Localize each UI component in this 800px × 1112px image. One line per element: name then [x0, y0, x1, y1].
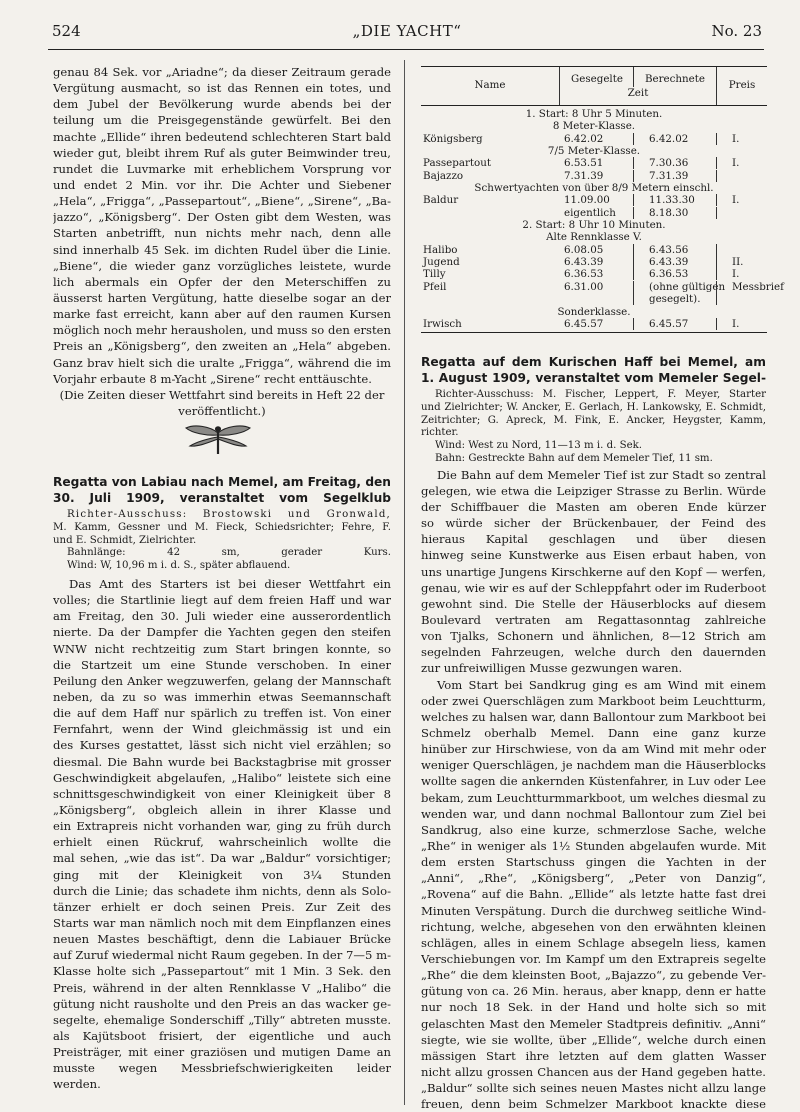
text-line: Fernfahrt, wenn der Wind gleichmässig ist und ein [53, 722, 391, 737]
calculated-time: 6.36.53 [649, 268, 689, 281]
text-line: möglich noch mehr herausholen, und muss so den ersten [53, 323, 391, 338]
text-line: uns unartige Jungens Kirschkerne auf den Kopf — werfen, [421, 564, 766, 579]
boat-name: Baldur [423, 194, 459, 207]
section-label: Schwertyachten von über 8/9 Metern einschl. [474, 182, 714, 195]
header-rule [48, 49, 764, 50]
calculated-time: 7.30.36 [649, 157, 689, 170]
text-line: schnittsgeschwindigkeit von einer Kleinigkeit über 8 [53, 786, 391, 801]
text-line: so würde sicher der Brückenbauer, der Feind des [421, 516, 766, 531]
text-line: (Die Zeiten dieser Wettfahrt sind bereits in Heft 22 der [59, 387, 385, 402]
text-line: dem Jubel der Bevölkerung wurde abends bei der [53, 97, 391, 112]
sailed-time: 6.08.05 [564, 243, 604, 256]
calculated-time: 6.42.02 [649, 132, 689, 145]
text-line: Starts war man nämlich noch mit dem Einpflanzen eines [53, 915, 391, 930]
text-line: gütung nicht rausholte und den Preis an das wacker ge- [53, 996, 391, 1011]
text-line: am Freitag, den 30. Juli wieder eine ausserordentlich [53, 609, 391, 624]
sailed-time: 11.09.00 [564, 194, 610, 207]
text-line: Richter-Ausschuss: Brostowski und Gronwald, [67, 509, 391, 520]
text-line: musste wegen Messbriefschwierigkeiten leider [53, 1061, 391, 1076]
text-line: jazzo“, „Königsberg“. Der Osten gibt dem Westen, was [53, 210, 391, 225]
boat-name: Tilly [423, 268, 446, 281]
header-sailed: Gesegelte [571, 73, 623, 85]
calculated-time: 11.33.30 [649, 194, 695, 207]
text-line: und Zielrichter; W. Ancker, E. Gerlach, H. Lankowsky, E. Schmidt, [421, 401, 766, 413]
header-calculated: Berechnete [644, 73, 706, 85]
prize: I. [732, 132, 740, 145]
text-line: als Kajütsboot frisiert, der eigentliche und auch [53, 1028, 391, 1043]
text-line: durch die Linie; das schadete ihm nichts, denn als Solo- [53, 883, 391, 898]
paragraph-memel-race [421, 677, 766, 1112]
table-section-row [421, 182, 767, 194]
table-section-row [421, 145, 767, 157]
left-column [53, 64, 391, 419]
table-row [421, 244, 767, 256]
text-line: mässigen Start ihre letzten auf dem glatten Wasser [421, 1048, 766, 1063]
text-line: lich abermals ein Opfer der den Meterschiffen zu [53, 274, 391, 289]
text-line: siegte, wie sie wollte, über „Ellide“, welche durch einen [421, 1032, 766, 1047]
text-line: wenden war, und dann nochmal Ballontour zum Ziel bei [421, 806, 766, 821]
text-line: äusserst harten Vergütung, hatte dieselbe sogar an der [53, 290, 391, 305]
text-line: WNW nicht rechtzeitig zum Start bringen konnte, so [53, 641, 391, 656]
section-label: Sonderklasse. [557, 305, 631, 318]
calculated-time: 6.45.57 [649, 317, 689, 330]
right-column [421, 354, 766, 1112]
article-title-labiau [53, 474, 391, 506]
boat-name: Pfeil [423, 280, 447, 293]
section-label: 2. Start: 8 Uhr 10 Minuten. [522, 219, 666, 232]
text-line: nicht allzu grossen Chancen aus der Hand gegeben hatte. [421, 1064, 766, 1079]
text-line: richtung, welche, abgesehen von den erwähnten kleinen [421, 919, 766, 934]
text-line: Bahnlänge: 42 sm, gerader Kurs. [67, 547, 391, 559]
text-line: Vorjahr erbaute 8 m-Yacht „Sirene“ recht enttäuschte. [53, 371, 372, 386]
text-line: sind innerhalb 45 Sek. im dichten Rudel über die Linie. [53, 242, 391, 257]
results-note [53, 387, 391, 419]
text-line: und E. Schmidt, Zielrichter. [53, 534, 197, 546]
text-line: Schmelz oberhalb Memel. Dann eine ganz kurze [421, 726, 766, 741]
text-line: erhielt einen Rückruf, wahrscheinlich wollte die [53, 835, 391, 850]
text-line: gelaschten Mast den Memeler Stadtpreis definitiv. „Anni“ [421, 1016, 766, 1031]
text-line: „Königsberg“, obgleich allein in ihrer Klasse und [53, 802, 391, 817]
boat-name: Passepartout [423, 157, 492, 170]
committee-memel [421, 389, 766, 466]
paragraph-labiau-report [53, 576, 391, 1093]
table-section-row [421, 108, 767, 120]
sailed-time: 6.36.53 [564, 268, 604, 281]
page-number: 524 [52, 22, 81, 40]
text-line: gütung von ca. 26 Min. heraus, aber knapp, denn er hatte [421, 984, 766, 999]
committee-labiau [53, 509, 391, 573]
text-line: neben, da zu so was immerhin etwas Seemannschaft [53, 689, 391, 704]
table-row [421, 268, 767, 280]
results-table [421, 66, 784, 333]
sailed-time: 6.31.00 [564, 280, 604, 293]
table-row [421, 293, 767, 305]
article-title-memel [421, 354, 766, 386]
table-row [421, 170, 767, 182]
text-line: richter. [421, 427, 459, 439]
header-prize: Preis [728, 79, 756, 91]
boat-name: Bajazzo [423, 169, 464, 182]
text-line: Klasse holte sich „Passepartout“ mit 1 Min. 3 Sek. den [53, 964, 391, 979]
text-line: weniger Querschlägen, je nachdem man die Häuserblocks [421, 758, 766, 773]
calculated-time: (ohne gültigen [649, 280, 726, 293]
text-line: wollte sagen die ankernden Küstenfahrer, in Luv oder Lee [421, 774, 766, 789]
table-row [421, 318, 767, 330]
text-line: „Anni“, „Rhe“, „Königsberg“, „Peter von Danzig“, [421, 871, 766, 886]
text-line: nur noch 18 Sek. in der Hand und holte sich so mit [421, 1000, 766, 1015]
table-section-row [421, 231, 767, 243]
text-line: „Rovena“ auf die Bahn. „Ellide“ als letzte hatte fast drei [421, 887, 766, 902]
text-line: Preis an „Königsberg“, den zweiten an „Hela“ abgeben. [53, 339, 391, 354]
boat-name: Irwisch [423, 317, 462, 330]
text-line: „Rhe“ in weniger als 1½ Stunden abgelaufen wurde. Mit [421, 839, 766, 854]
section-label: Alte Rennklasse V. [546, 231, 642, 244]
text-line: segelte, ehemalige Sonderschiff „Tilly“ abtreten musste. [53, 1012, 391, 1027]
text-line: M. Kamm, Gessner und M. Fieck, Schiedsrichter; Fehre, F. [53, 521, 391, 533]
prize: I. [732, 194, 740, 207]
table-row [421, 256, 767, 268]
text-line: Boulevard vertraten am Regattasonntag zahlreiche [421, 613, 766, 628]
text-line: hinüber zur Hirschwiese, von da am Wind mit mehr oder [421, 742, 766, 757]
table-bottom-rule [421, 332, 767, 333]
text-line: gewohnt sind. Die Stelle der Häuserblocks auf diesem [421, 596, 766, 611]
table-section-row [421, 219, 767, 231]
calculated-time: 7.31.39 [649, 169, 689, 182]
text-line: wieder gut, bleibt ihrem Ruf als guter Beimwinder treu, [53, 145, 391, 160]
text-line: hinweg seine Kunstwerke aus Eisen erbaut haben, von [421, 548, 766, 563]
text-line: „Biene“, die wieder ganz vorzügliches leistete, wurde [53, 258, 391, 273]
section-label: 1. Start: 8 Uhr 5 Minuten. [525, 108, 663, 120]
text-line: Sandkrug, also eine kurze, schmerzlose Sache, welche [421, 822, 766, 837]
calculated-time: 6.43.39 [649, 256, 689, 269]
text-line: machte „Ellide“ ihren bedeutend schlechteren Start bald [53, 129, 391, 144]
text-line: oder zwei Querschlägen zum Markboot beim Leuchtturm, [421, 693, 766, 708]
text-line: 30. Juli 1909, veranstaltet vom Segelklub [53, 491, 391, 505]
text-line: „Rhe“ die dem kleinsten Boot, „Bajazzo“, zu gebende Ver- [421, 968, 766, 983]
text-line: die auf dem Haff nur spärlich zu treffen ist. Von einer [53, 706, 391, 721]
boat-name: Jugend [423, 256, 460, 269]
text-line: Das Amt des Starters ist bei dieser Wettfahrt ein [69, 576, 391, 591]
text-line: welches zu halsen war, dann Ballontour zum Markboot bei [421, 709, 766, 724]
issue-number: No. 23 [711, 22, 762, 40]
text-line: zur unfreiwilligen Musse gezwungen waren. [421, 661, 683, 676]
header-name: Name [474, 79, 506, 91]
magazine-title: „DIE YACHT“ [352, 22, 462, 40]
text-line: nierte. Da der Dampfer die Yachten gegen den steifen [53, 625, 391, 640]
table-row [421, 157, 767, 169]
sailed-time: 6.45.57 [564, 317, 604, 330]
table-row [421, 194, 767, 206]
text-line: Die Bahn auf dem Memeler Tief ist zur Stadt so zentral [437, 467, 766, 482]
sailed-time: 6.42.02 [564, 132, 604, 145]
text-line: von Tjalks, Schonern und ähnlichen, 8—12 Strich am [421, 629, 766, 644]
text-line: 1. August 1909, veranstaltet vom Memeler Segel- [421, 371, 766, 385]
text-line: „Hela“, „Frigga“, „Passepartout“, „Biene“, „Sirene“, „Ba- [53, 194, 391, 209]
text-line: volles; die Startlinie liegt auf dem freien Haff und war [53, 593, 391, 608]
prize: I. [732, 157, 740, 170]
text-line: Regatta von Labiau nach Memel, am Freitag, den [53, 475, 391, 489]
section-label: 8 Meter-Klasse. [552, 120, 636, 133]
text-line: diesmal. Die Bahn wurde bei Backstagbrise mit grosser [53, 754, 391, 769]
table-row [421, 133, 767, 145]
prize: I. [732, 268, 740, 281]
text-line: Bahn: Gestreckte Bahn auf dem Memeler Tief, 11 sm. [435, 452, 713, 464]
text-line: genau, wie wir es auf der Schleppfahrt oder im Ruderboot [421, 580, 766, 595]
sailed-time: 6.43.39 [564, 256, 604, 269]
sailed-time: 6.53.51 [564, 157, 604, 170]
dragonfly-ornament-icon [182, 424, 254, 456]
text-line: gelegen, wie etwa die Leipziger Strasse zu Berlin. Würde [421, 483, 766, 498]
text-line: auf Zuruf wiedermal nicht Raum gegeben. In der 7—5 m- [53, 948, 391, 963]
prize: II. [732, 256, 744, 269]
table-row [421, 280, 784, 293]
text-line: bekam, zum Leuchtturmmarkboot, um welches diesmal zu [421, 790, 766, 805]
text-line: schlägen, alles in einem Schlage absegeln liess, kamen [421, 935, 766, 950]
table-body [421, 106, 784, 333]
paragraph-ariadne-report [53, 64, 391, 387]
text-line: des Kurses gestattet, lässt sich nicht viel erzählen; so [53, 738, 391, 753]
text-line: Richter-Ausschuss: M. Fischer, Leppert, F. Meyer, Starter [435, 389, 766, 400]
prize: I. [732, 317, 740, 330]
text-line: Preisträger, mit einer graziösen und mutigen Dame an [53, 1045, 391, 1060]
table-section-row [421, 120, 767, 132]
section-label: 7/5 Meter-Klasse. [547, 145, 641, 158]
text-line: ein Extrapreis nicht vorhanden war, ging zu früh durch [53, 819, 391, 834]
text-line: segelnden Fahrzeugen, welche durch den dauernden [421, 645, 766, 660]
text-line: marke fast erreicht, kann aber auf den raumen Kursen [53, 307, 391, 322]
sailed-time: eigentlich [564, 206, 616, 219]
calculated-time: 8.18.30 [649, 206, 689, 219]
text-line: Geschwindigkeit abgelaufen, „Halibo“ leistete sich eine [53, 770, 391, 785]
text-line: mal sehen, „wie das ist“. Da war „Baldur“ vorsichtiger; [53, 851, 391, 866]
prize: Messbrief [732, 280, 784, 293]
calculated-time: gesegelt). [649, 293, 701, 306]
text-line: der Schiffbauer die Masten am oberen Ende kürzer [421, 500, 766, 515]
text-line: ging mit der Kleinigkeit von 3¼ Stunden [53, 867, 391, 882]
table-section-row [421, 306, 767, 318]
left-column-lower [53, 474, 391, 1092]
column-divider [404, 60, 405, 1105]
text-line: hieraus Kapital geschlagen und über diesen [421, 532, 766, 547]
text-line: „Baldur“ sollte sich seines neuen Mastes nicht allzu lange [421, 1081, 766, 1096]
text-line: tänzer erhielt er doch seinen Preis. Zur Zeit des [53, 899, 391, 914]
sailed-time: 7.31.39 [564, 169, 604, 182]
text-line: teilung um die Preisgegenstände gewürfelt. Bei den [53, 113, 391, 128]
table-header [421, 66, 767, 106]
boat-name: Königsberg [423, 132, 483, 145]
text-line: Starten anbetrifft, nun nichts mehr nach, denn alle [53, 226, 391, 241]
header-time: Zeit [627, 87, 649, 99]
text-line: Regatta auf dem Kurischen Haff bei Memel, am [421, 355, 766, 369]
text-line: neuen Mastes beschäftigt, denn die Labiauer Brücke [53, 932, 391, 947]
text-line: genau 84 Sek. vor „Ariadne“; da dieser Zeitraum gerade [53, 65, 391, 79]
text-line: Wind: West zu Nord, 11—13 m i. d. Sek. [435, 440, 643, 452]
text-line: veröffentlicht.) [178, 403, 266, 418]
text-line: dem ersten Startschuss gingen die Yachten in der [421, 855, 766, 870]
text-line: Ganz brav hielt sich die uralte „Frigga“, während die im [53, 355, 391, 370]
page-header [52, 22, 762, 48]
text-line: und endet 2 Min. vor ihr. Die Achter und Siebener [53, 177, 391, 192]
text-line: Wind: W, 10,96 m i. d. S., später abflauend. [67, 560, 291, 572]
calculated-time: 6.43.56 [649, 243, 689, 256]
text-line: Vergütung ausmacht, so ist das Rennen ein totes, und [53, 81, 391, 96]
boat-name: Halibo [423, 243, 458, 256]
text-line: Vom Start bei Sandkrug ging es am Wind mit einem [437, 677, 766, 692]
text-line: Preis, während in der alten Rennklasse V „Halibo“ die [53, 980, 391, 995]
table-row [421, 207, 767, 219]
text-line: Verschiebungen vor. Im Kampf um den Extrapreis segelte [421, 952, 766, 966]
text-line: Peilung den Anker wegzuwerfen, gelang der Mannschaft [53, 673, 391, 688]
text-line: rundet die Luvmarke mit erheblichem Vorsprung vor [53, 161, 391, 176]
text-line: Minuten Verspätung. Durch die durchweg seitliche Wind- [421, 903, 766, 918]
paragraph-memel-course [421, 467, 766, 677]
text-line: freuen, denn beim Schmelzer Markboot knackte diese [421, 1097, 766, 1112]
text-line: Zeitrichter; G. Apreck, M. Fink, E. Ancker, Heygster, Kamm, [421, 414, 766, 426]
text-line: die Startzeit um eine Stunde verschoben. In einer [53, 657, 391, 672]
text-line: werden. [53, 1077, 101, 1092]
